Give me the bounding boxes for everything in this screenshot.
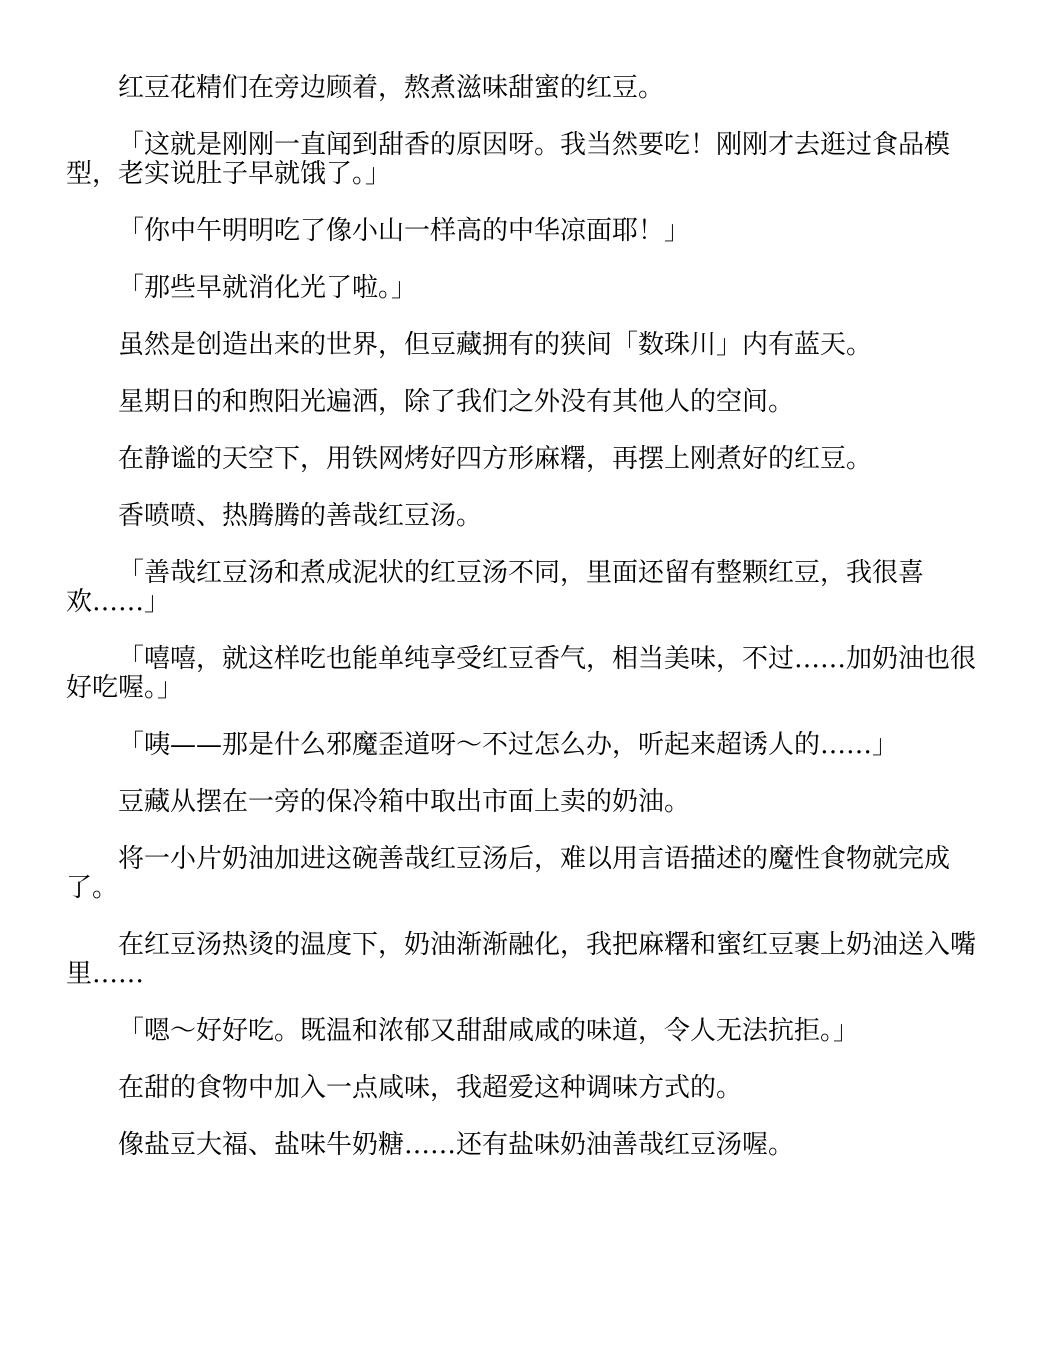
document-page (66, 74, 976, 1304)
paragraph: 像盐豆大福、盐味牛奶糖……还有盐味奶油善哉红豆汤喔。 (118, 1130, 795, 1160)
paragraph: 将一小片奶油加进这碗善哉红豆汤后，难以用言语描述的魔性食物就完成了。 (66, 844, 951, 903)
paragraph: 在甜的食物中加入一点咸味，我超爱这种调味方式的。 (118, 1073, 743, 1103)
paragraph: 香喷喷、热腾腾的善哉红豆汤。 (118, 501, 483, 531)
paragraph: 「嗯～好好吃。既温和浓郁又甜甜咸咸的味道，令人无法抗拒。」 (118, 1016, 860, 1046)
paragraph: 星期日的和煦阳光遍洒，除了我们之外没有其他人的空间。 (118, 387, 795, 417)
paragraph: 在红豆汤热烫的温度下，奶油渐渐融化，我把麻糬和蜜红豆裹上奶油送入嘴里…… (66, 930, 977, 989)
paragraph: 「那些早就消化光了啦。」 (118, 273, 418, 303)
paragraph: 「这就是刚刚一直闻到甜香的原因呀。我当然要吃！刚刚才去逛过食品模型，老实说肚子早就饿了。」 (66, 130, 951, 189)
paragraph: 「你中午明明吃了像小山一样高的中华凉面耶！」 (118, 216, 691, 246)
paragraph: 「嘻嘻，就这样吃也能单纯享受红豆香气，相当美味，不过……加奶油也很好吃喔。」 (66, 644, 977, 703)
paragraph: 红豆花精们在旁边顾着，熬煮滋味甜蜜的红豆。 (118, 73, 665, 103)
paragraph: 「善哉红豆汤和煮成泥状的红豆汤不同，里面还留有整颗红豆，我很喜欢……」 (66, 558, 925, 617)
paragraph: 虽然是创造出来的世界，但豆藏拥有的狭间「数珠川」内有蓝天。 (118, 330, 873, 360)
paragraph: 豆藏从摆在一旁的保冷箱中取出市面上卖的奶油。 (118, 787, 691, 817)
paragraph: 「咦——那是什么邪魔歪道呀～不过怎么办，听起来超诱人的……」 (118, 730, 899, 760)
paragraph: 在静谧的天空下，用铁网烤好四方形麻糬，再摆上刚煮好的红豆。 (118, 444, 873, 474)
